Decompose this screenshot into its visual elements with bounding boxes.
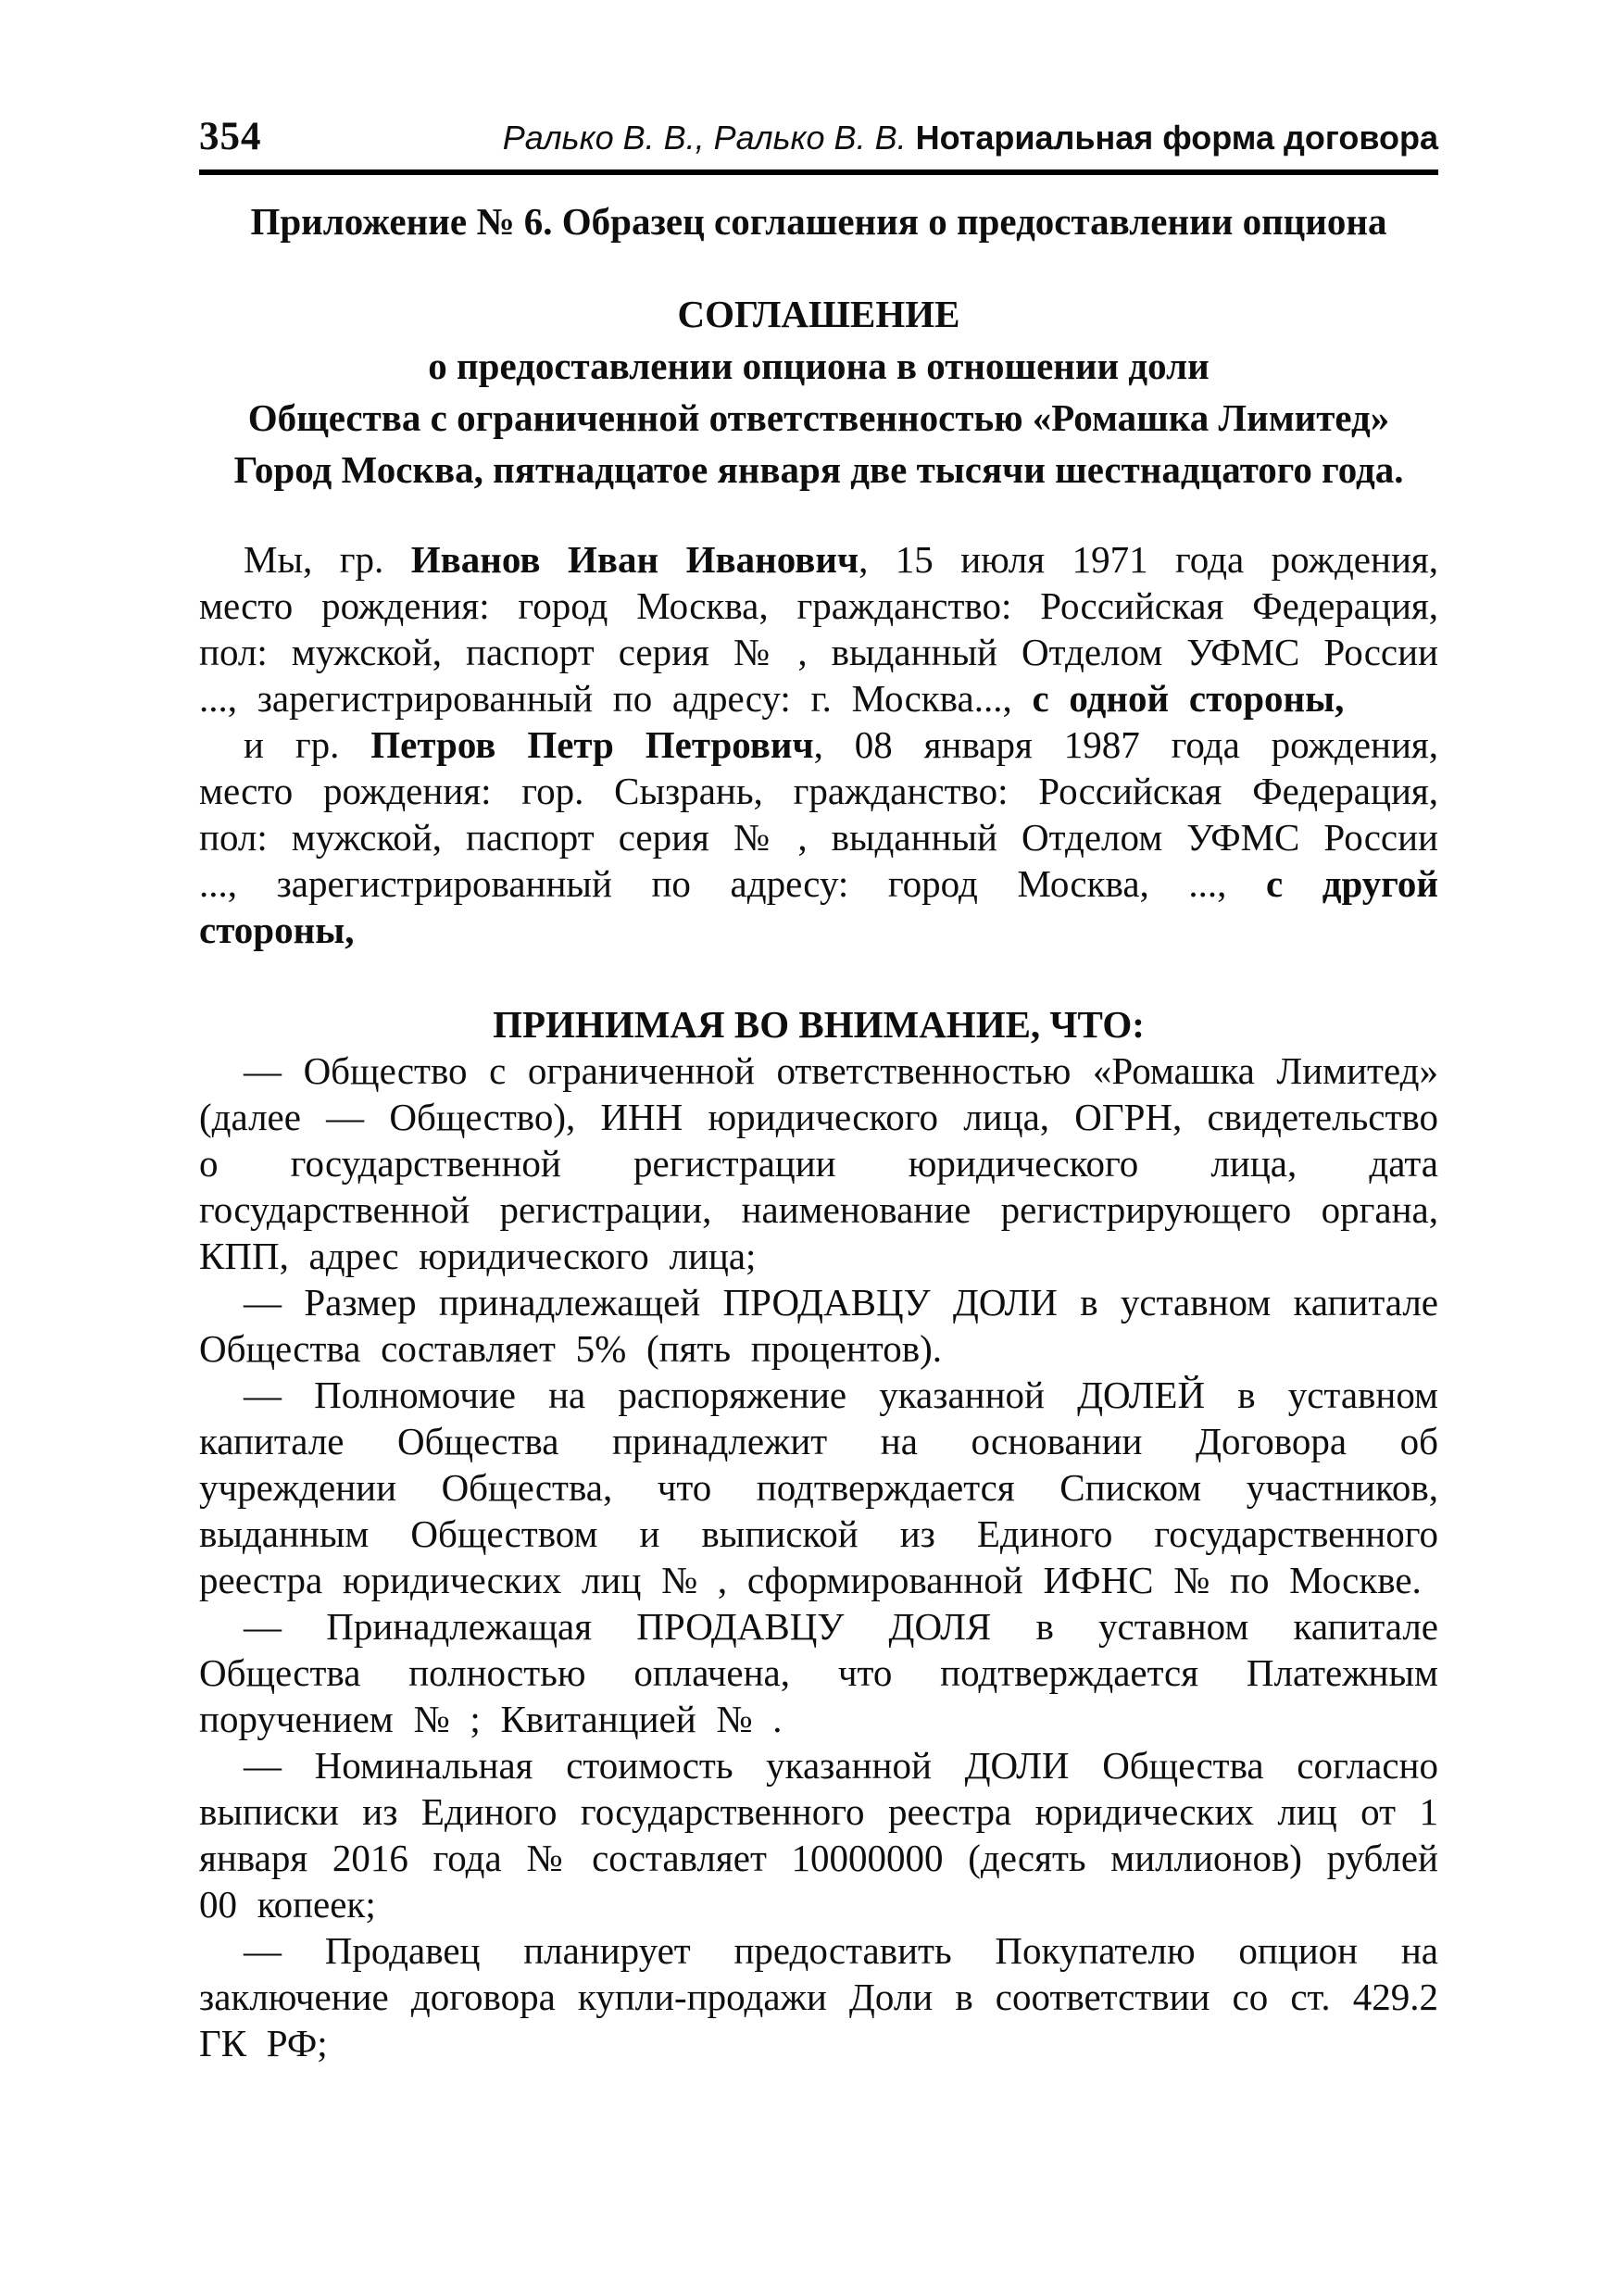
recital-item-1: — Общество с ограниченной ответственностью «Ромашка Лимитед» (далее — Общество), ИНН юридического лица, ОГРН, свидетельство о государственной регистрации юридического лица, дата государственной регистрации, наименование регистрирующего органа, КПП, адрес юридического лица; — [199, 1049, 1438, 1277]
agreement-heading-line-3: Общества с ограниченной ответственностью «Ромашка Лимитед» — [247, 396, 1390, 439]
agreement-body — [199, 536, 1438, 2066]
recitals-heading: ПРИНИМАЯ ВО ВНИМАНИЕ, ЧТО: — [493, 1003, 1145, 1046]
running-book-title: Нотариальная форма договора — [915, 119, 1438, 157]
agreement-heading-line-4: Город Москва, пятнадцатое января две тысячи шестнадцатого года. — [233, 448, 1404, 491]
running-authors: Ралько В. В., Ралько В. В. — [502, 119, 907, 157]
page-number: 354 — [199, 115, 262, 158]
appendix-title: Приложение № 6. Образец соглашения о предоставлении опциона — [250, 200, 1387, 243]
agreement-heading — [199, 288, 1438, 496]
text-segment: и гр. — [244, 723, 371, 766]
party-side-bold: с одной стороны, — [1032, 677, 1345, 720]
running-title — [503, 116, 1438, 160]
agreement-heading-line-1: СОГЛАШЕНИЕ — [677, 293, 960, 335]
header-rule — [199, 169, 1438, 175]
party-paragraph-ivanov — [199, 536, 1438, 721]
party-paragraph-petrov — [199, 721, 1438, 953]
party-name-bold: Иванов Иван Иванович — [410, 538, 859, 581]
recital-item-4: — Принадлежащая ПРОДАВЦУ ДОЛЯ в уставном капитале Общества полностью оплачена, что подтверждается Платежным поручением № ; Квитанцией № . — [199, 1605, 1438, 1740]
agreement-heading-line-2: о предоставлении опциона в отношении доли — [428, 345, 1210, 387]
party-name-bold: Петров Петр Петрович — [370, 723, 814, 766]
text-segment: Мы, гр. — [244, 538, 411, 581]
recital-item-3: — Полномочие на распоряжение указанной ДОЛЕЙ в уставном капитале Общества принадлежит на основании Договора об учреждении Общества, что подтверждается Списком участников, выданным Обществом и выпиской из Единого государственного реестра юридических лиц № , сформированной ИФНС № по Москве. — [199, 1374, 1438, 1601]
running-header — [199, 115, 1438, 160]
recital-item-5: — Номинальная стоимость указанной ДОЛИ Общества согласно выписки из Единого государственного реестра юридических лиц от 1 января 2016 года № составляет 10000000 (десять миллионов) рублей 00 копеек; — [199, 1744, 1438, 1926]
text-segment: , 08 января 1987 года рождения, место рождения: гор. Сызрань, гражданство: Российская Федерация, пол: мужской, паспорт серия № , выданный Отделом УФМС России ..., зарегистрированный по адресу: город Москва, ..., — [199, 723, 1439, 905]
party-side-bold: с другой стороны, — [199, 862, 1438, 951]
text-segment: , 15 июля 1971 года рождения, место рождения: город Москва, гражданство: Российская Федерация, пол: мужской, паспорт серия № , выданный Отделом УФМС России ..., зарегистрированный по адресу: г. Москва..., — [199, 538, 1438, 720]
recital-item-6: — Продавец планирует предоставить Покупателю опцион на заключение договора купли-продажи Доли в соответствии со ст. 429.2 ГК РФ; — [199, 1929, 1438, 2064]
recital-item-2: — Размер принадлежащей ПРОДАВЦУ ДОЛИ в уставном капитале Общества составляет 5% (пять процентов). — [199, 1281, 1438, 1370]
